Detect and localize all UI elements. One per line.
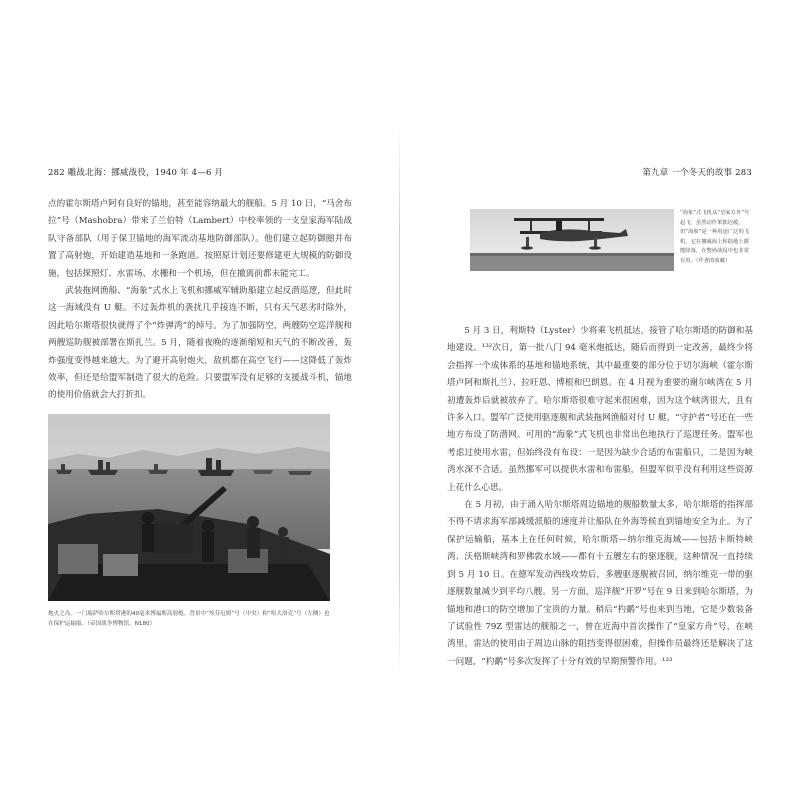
left-running-header: 282 雕战北海：挪威战役，1940 年 4—6 月 (48, 168, 224, 178)
page-gutter (399, 120, 400, 680)
right-paragraph-1: 5 月 3 日，利斯特（Lyster）少将乘飞机抵达，接管了哈尔斯塔的防御和基地建设。¹³²次日，第一批八门 94 毫米炮抵达，随后而得到一定改善，最终少将会指挥一个成体系的基地和锚地系统，其中最重要的部分位于切尔海峡（霍尔斯塔卢阿和斯扎兰）、拉旺恩、博根和巴朗恩。在 4 月视为重要的谢尔峡湾在 5 月初遭轰炸后就被放弃了。哈尔斯塔很难守起来很困难，因为这个峡湾很大，且有许多入口。盟军广泛使用驱逐舰和武装拖网渔船对付 U 艇，“守护者”号还在一些地方布设了防潜网。可用的“海象”式飞机也非常出色地执行了巡逻任务。盟军也考虑过使用水雷，但始终没有布设：一是因为缺少合适的布雷船只，二是因为峡湾水深不合适。虽然挪军可以提供水雷和布雷船，但盟军似乎没有利用这些资源上花什么心思。 (447, 326, 753, 493)
walrus-aircraft-photo (470, 209, 674, 271)
left-photo-caption: 炮火之岛。一门瑞萨哈尔斯塔港的40毫米博福斯高射炮。背景中“埃芬厄姆”号（中央）和“哈夫洛克”号（左侧）也在保护运输船。（帝国战争博物馆，N180） (48, 611, 330, 627)
right-running-header: 第九章 一个冬天的故事 283 (642, 168, 752, 178)
anti-aircraft-gun-photo (48, 414, 330, 601)
left-body-text (48, 196, 352, 405)
left-paragraph-2: 武装拖网渔船、“海象”式水上飞机和挪威军辅助船建立起反潜巡逻，但此时这一海域没有 U 艇。不过轰炸机的袭扰几乎接连不断，只有天气恶劣时除外，因此哈尔斯塔很快就得了个“炸弹湾”的绰号。为了加强防空，两艘防空巡洋舰和两艘巡防舰被部署在斯扎兰。5 月，随着夜晚的逐渐缩短和天气的不断改善，轰炸强度变得越来越大。为了避开高射炮火，敌机都在高空飞行——这降低了轰炸效率，但还是给盟军制造了很大的危险。只要盟军没有足够的支援战斗机，锚地的使用价值就会大打折扣。 (48, 286, 352, 401)
right-body-text (447, 323, 753, 671)
right-paragraph-2: 在 5 月初，由于涌入哈尔斯塔周边锚地的舰船数量太多，哈尔斯塔的指挥部不得不请求海军部减缓派船的速度并让船队在外海等候直到锚地安全为止。为了保护运输船，基本上在任何时候，哈尔斯塔—纳尔维克海域——包括卡斯特峡湾、沃格斯峡湾和罗佛敦水域——都有十五艘左右的驱逐舰，这种情况一直持续到 5 月 10 日。在德军发动西线攻势后，多艘驱逐舰被召回，纳尔维克一带的驱逐舰数量减少到平均八艘。另一方面，巡洋舰“开罗”号在 9 日来到哈尔斯塔，为锚地和港口的防空增加了宝贵的力量。稍后“杓鹬”号也来到当地，它是少数装备了试验性 79Z 型雷达的舰船之一，曾在近海中首次操作了“皇家方舟”号，在峡湾里，雷达的使用由于周边山脉的阻挡变得很困难，但操作员最终还是解决了这一问题，“杓鹬”号多次发挥了十分有效的早期预警作用。¹³³ (447, 500, 753, 667)
right-photo-caption: “海象”式飞机从“皇家方舟”号起飞，虽然动作笨拙迟缓，但“海象”是一种用途广泛的飞机，它在挪威海上和陆地上都能降落，在整场战役中也非常有用。（作者的收藏） (680, 210, 750, 264)
left-paragraph-1: 点的霍尔斯塔卢阿有良好的锚地，甚至能容纳最大的舰船。5 月 10 日，“马舍布拉”号（Mashobra）带来了兰伯特（Lambert）中校率领的一支皇家海军陆战队守备部队（用于保卫锚地的海军流动基地防御部队）。他们建立起防御圈并布置了高射炮，开始建造基地和一条跑道。按照原计划还要修建更大规模的防御设施，包括探照灯、水雷场、水栅和一个机场，但在撤离前都未能完工。 (48, 199, 352, 279)
